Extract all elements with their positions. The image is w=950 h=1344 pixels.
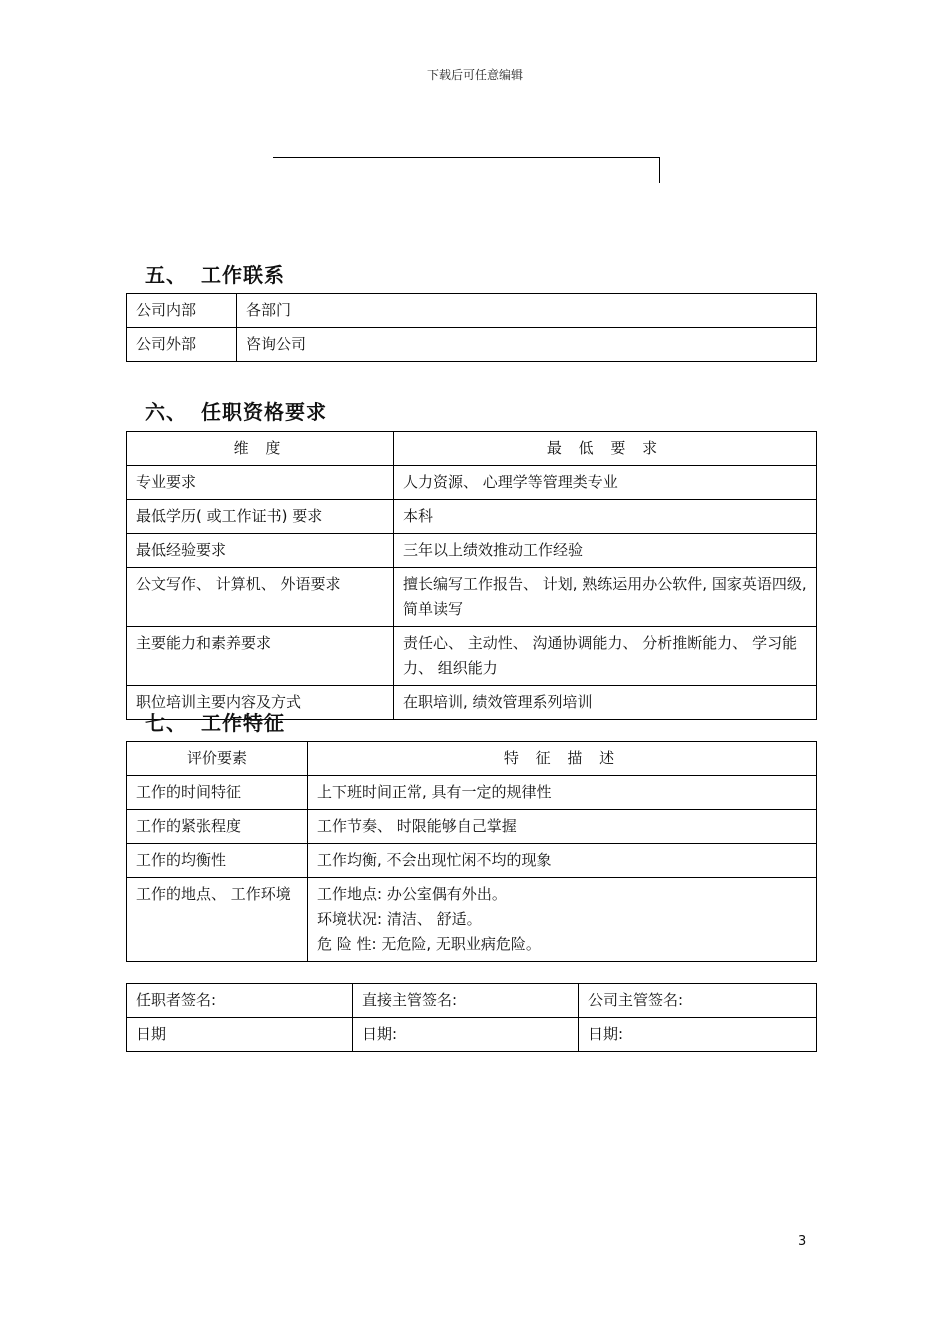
section-title-contacts: [145, 259, 285, 288]
contact-label: 公司外部: [127, 328, 237, 362]
header-rule: [273, 157, 660, 158]
qualification-label: 最低经验要求: [127, 534, 394, 568]
supervisor-date-field[interactable]: 日期:: [353, 1018, 579, 1052]
qualification-value: 人力资源、 心理学等管理类专业: [394, 466, 817, 500]
table-header-row: [127, 432, 817, 466]
qualification-label: 最低学历( 或工作证书) 要求: [127, 500, 394, 534]
column-header-factor: 评价要素: [127, 742, 308, 776]
company-supervisor-date-field[interactable]: 日期:: [579, 1018, 817, 1052]
section-number: 七、: [145, 711, 187, 735]
table-row: [127, 776, 817, 810]
section-title-text: 任职资格要求: [201, 400, 327, 424]
work-location-line: 工作地点: 办公室偶有外出。: [317, 885, 507, 903]
characteristic-label: 工作的地点、 工作环境: [127, 878, 308, 962]
employee-date-field[interactable]: 日期: [127, 1018, 353, 1052]
qualification-value: 在职培训, 绩效管理系列培训: [394, 686, 817, 720]
contact-value: 咨询公司: [237, 328, 817, 362]
table-row: [127, 534, 817, 568]
employee-signature-field[interactable]: 任职者签名:: [127, 984, 353, 1018]
characteristic-value: 工作节奏、 时限能够自己掌握: [308, 810, 817, 844]
table-row: [127, 500, 817, 534]
table-row: [127, 844, 817, 878]
qualification-value: 责任心、 主动性、 沟通协调能力、 分析推断能力、 学习能力、 组织能力: [394, 627, 817, 686]
qualifications-table: [126, 431, 817, 720]
table-row: [127, 294, 817, 328]
contact-label: 公司内部: [127, 294, 237, 328]
table-row: [127, 627, 817, 686]
qualification-label: 专业要求: [127, 466, 394, 500]
section-title-text: 工作联系: [201, 263, 285, 287]
column-header-requirement: 最 低 要 求: [394, 432, 817, 466]
section-title-characteristics: [145, 707, 285, 736]
characteristic-value: 上下班时间正常, 具有一定的规律性: [308, 776, 817, 810]
qualification-label: 职位培训主要内容及方式: [127, 686, 394, 720]
contact-value: 各部门: [237, 294, 817, 328]
characteristic-value: [308, 878, 817, 962]
section-number: 六、: [145, 400, 187, 424]
characteristic-value: 工作均衡, 不会出现忙闲不均的现象: [308, 844, 817, 878]
page-number: 3: [798, 1234, 807, 1249]
section-title-text: 工作特征: [201, 711, 285, 735]
table-row: [127, 466, 817, 500]
table-row: [127, 568, 817, 627]
hazard-line: 危 险 性: 无危险, 无职业病危险。: [317, 935, 541, 953]
section-number: 五、: [145, 263, 187, 287]
characteristic-label: 工作的均衡性: [127, 844, 308, 878]
characteristic-label: 工作的紧张程度: [127, 810, 308, 844]
table-header-row: [127, 742, 817, 776]
column-header-description: 特 征 描 述: [308, 742, 817, 776]
table-row: [127, 878, 817, 962]
qualification-label: 公文写作、 计算机、 外语要求: [127, 568, 394, 627]
company-supervisor-signature-field[interactable]: 公司主管签名:: [579, 984, 817, 1018]
contacts-table: [126, 293, 817, 362]
table-row: [127, 328, 817, 362]
environment-line: 环境状况: 清洁、 舒适。: [317, 910, 482, 928]
characteristic-label: 工作的时间特征: [127, 776, 308, 810]
header-rule-tick: [659, 157, 660, 183]
table-row: [127, 1018, 817, 1052]
page-header-note: 下载后可任意编辑: [426, 68, 523, 82]
qualification-value: 本科: [394, 500, 817, 534]
section-title-qualifications: [145, 396, 327, 425]
table-row: [127, 984, 817, 1018]
qualification-value: 三年以上绩效推动工作经验: [394, 534, 817, 568]
qualification-label: 主要能力和素养要求: [127, 627, 394, 686]
supervisor-signature-field[interactable]: 直接主管签名:: [353, 984, 579, 1018]
qualification-value: 擅长编写工作报告、 计划, 熟练运用办公软件, 国家英语四级, 简单读写: [394, 568, 817, 627]
column-header-dimension: 维 度: [127, 432, 394, 466]
table-row: [127, 810, 817, 844]
signature-table: [126, 983, 817, 1052]
characteristics-table: [126, 741, 817, 962]
